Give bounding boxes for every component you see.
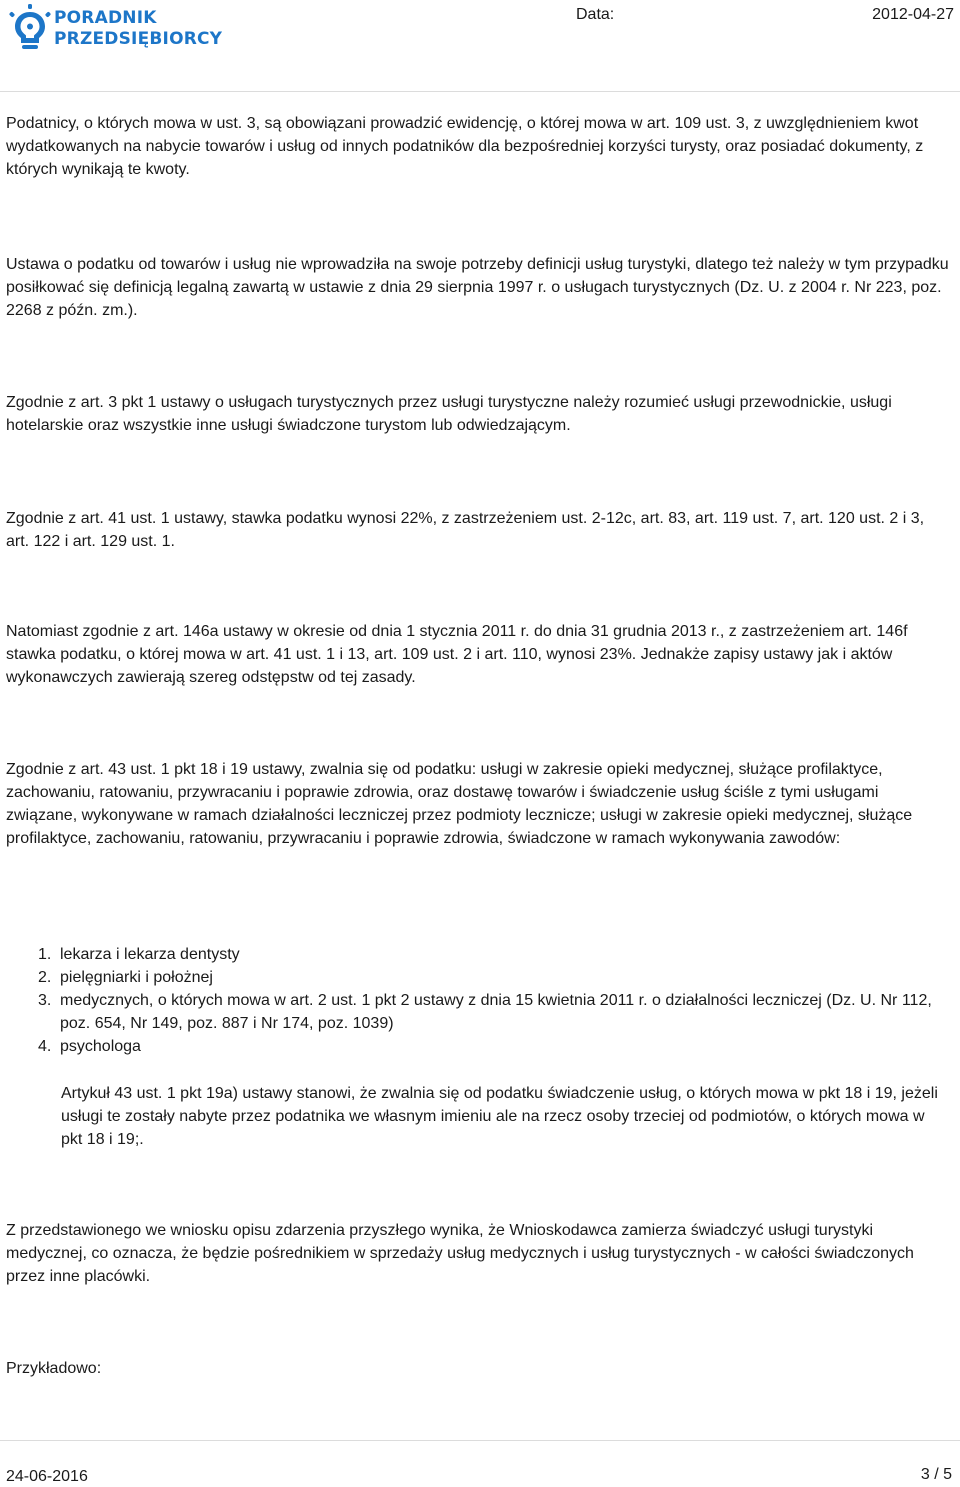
list-item-number: 3. xyxy=(38,992,52,1009)
list-item-text: pielęgniarki i położnej xyxy=(60,969,213,986)
logo[interactable] xyxy=(8,4,248,54)
list-item xyxy=(38,1035,950,1058)
article-paragraph: Artykuł 43 ust. 1 pkt 19a) ustawy stanowi, że zwalnia się od podatku świadczenie usług, o których mowa w pkt 18 i 19, jeżeli usługi te zostały nabyte przez podatnika we własnym imieniu ale na rzecz osoby trzeciej od podmiotów, o których mowa w pkt 18 i 19;. xyxy=(61,1085,938,1148)
page-number: 3 / 5 xyxy=(920,1466,952,1483)
list-item-number: 1. xyxy=(38,946,52,963)
logo-wordmark xyxy=(54,8,222,50)
paragraph-2: Ustawa o podatku od towarów i usług nie wprowadziła na swoje potrzeby definicji usług turystyki, dlatego też należy w tym przypadku posiłkować się definicją legalną zawartą w ustawie z dnia 29 sierpnia 1997 r. o usługach turystycznych (Dz. U. z 2004 r. Nr 223, poz. 2268 z późn. zm.). xyxy=(6,256,949,319)
paragraph-5: Natomiast zgodnie z art. 146a ustawy w okresie od dnia 1 stycznia 2011 r. do dnia 31 grudnia 2013 r., z zastrzeżeniem art. 146f stawka podatku, o której mowa w art. 41 ust. 1 i 13, art. 109 ust. 2 i art. 110, wynosi 23%. Jednakże zapisy ustawy jak i aktów wykonawczych zawierają szereg odstępstw od tej zasady. xyxy=(6,623,908,686)
lightbulb-logo-icon xyxy=(8,4,52,52)
list-item xyxy=(38,966,950,989)
paragraph-3: Zgodnie z art. 3 pkt 1 ustawy o usługach turystycznych przez usługi turystyczne należy rozumieć usługi przewodnickie, usługi hotelarskie oraz wszystkie inne usługi świadczone turystom lub odwiedzającym. xyxy=(6,394,892,434)
header-divider xyxy=(0,91,960,92)
list-item-text: medycznych, o których mowa w art. 2 ust. 1 pkt 2 ustawy z dnia 15 kwietnia 2011 r. o działalności leczniczej (Dz. U. Nr 112, poz. 654, Nr 149, poz. 887 i Nr 174, poz. 1039) xyxy=(60,992,932,1032)
logo-line-2: PRZEDSIĘBIORCY xyxy=(54,29,223,49)
list-item-number: 2. xyxy=(38,969,52,986)
page-header xyxy=(0,0,960,92)
list-item-text: psychologa xyxy=(60,1038,141,1055)
paragraph-1: Podatnicy, o których mowa w ust. 3, są obowiązani prowadzić ewidencję, o której mowa w art. 109 ust. 3, z uwzględnieniem kwot wydatkowanych na nabycie towarów i usług od innych podatników dla bezpośredniej korzyści turysty, oraz posiadać dokumenty, z których wynikają te kwoty. xyxy=(6,115,924,178)
footer-divider xyxy=(0,1440,960,1441)
list-item xyxy=(38,989,950,1035)
logo-line-1: PORADNIK xyxy=(54,8,157,28)
list-item-number: 4. xyxy=(38,1038,52,1055)
list-item xyxy=(38,943,950,966)
paragraph-4: Zgodnie z art. 41 ust. 1 ustawy, stawka podatku wynosi 22%, z zastrzeżeniem ust. 2-12c, art. 83, art. 119 ust. 7, art. 120 ust. 2 i 3, art. 122 i art. 129 ust. 1. xyxy=(6,510,925,550)
paragraph-6: Zgodnie z art. 43 ust. 1 pkt 18 i 19 ustawy, zwalnia się od podatku: usługi w zakresie opieki medycznej, służące profilaktyce, zachowaniu, ratowaniu, przywracaniu i poprawie zdrowia, oraz dostawę towarów i świadczenie usług ściśle z tymi usługami związane, wykonywane w ramach działalności leczniczej przez podmioty lecznicze; usługi w zakresie opieki medycznej, służące profilaktyce, zachowaniu, ratowaniu, przywracaniu i poprawie zdrowia, świadczone w ramach wykonywania zawodów: xyxy=(6,761,913,847)
list-item-text: lekarza i lekarza dentysty xyxy=(60,946,240,963)
date-label: Data: xyxy=(576,6,615,23)
date-value: 2012-04-27 xyxy=(872,6,954,23)
paragraph-7: Z przedstawionego we wniosku opisu zdarzenia przyszłego wynika, że Wnioskodawca zamierza świadczyć usługi turystyki medycznej, co oznacza, że będzie pośrednikiem w sprzedaży usług medycznych i usług turystycznych - w całości świadczonych przez inne placówki. xyxy=(6,1222,914,1285)
professions-list xyxy=(38,943,950,1058)
footer-date: 24-06-2016 xyxy=(6,1468,88,1485)
paragraph-8: Przykładowo: xyxy=(6,1360,102,1377)
